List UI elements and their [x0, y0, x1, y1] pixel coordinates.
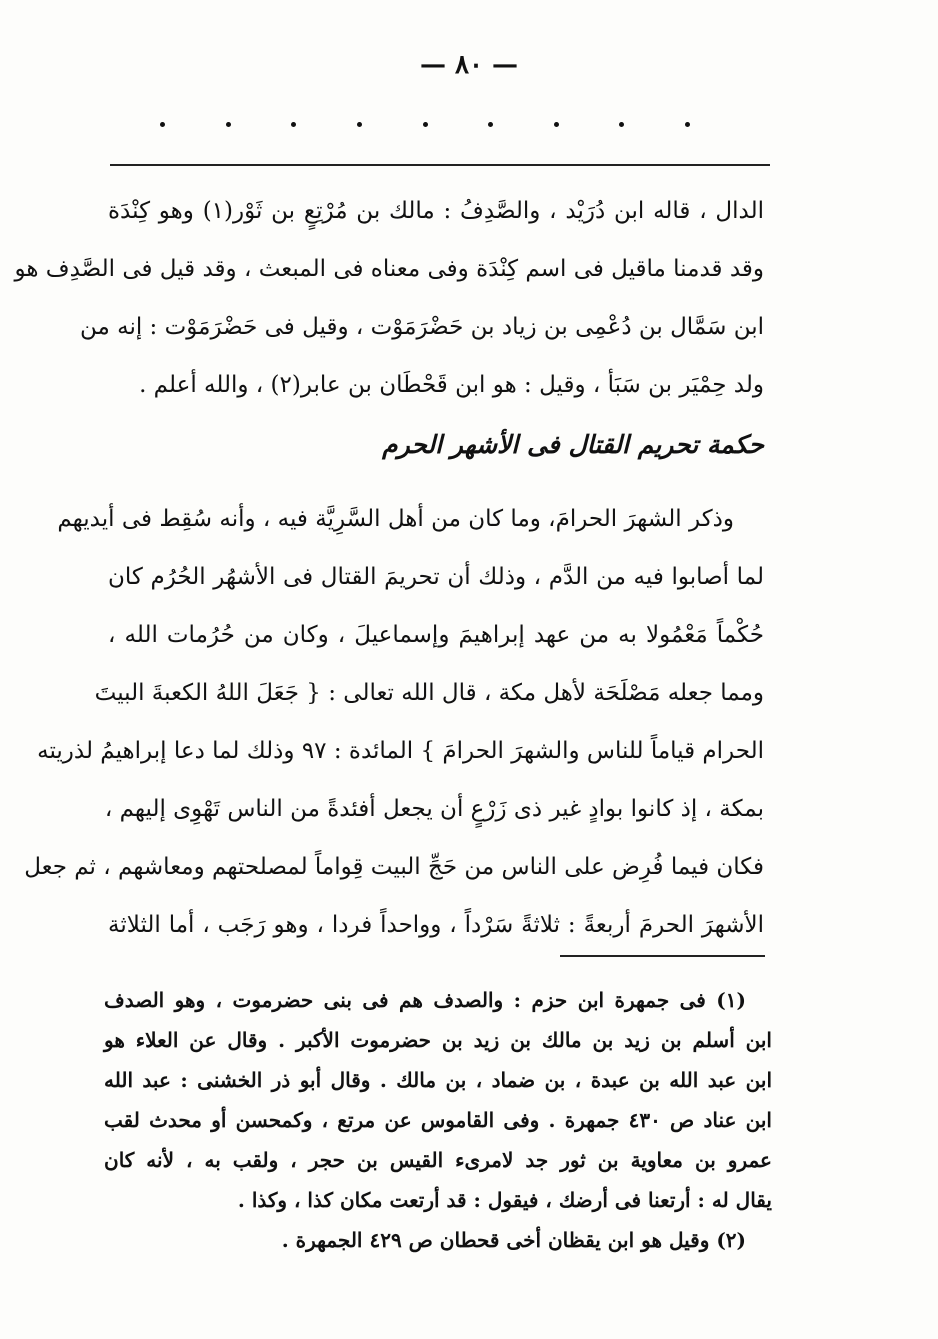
text-line: وقد قدمنا ماقيل فى اسم كِنْدَة وفى معناه فى المبعث ، وقد قيل فى الصَّدِف هو	[14, 256, 764, 282]
dot-ornament	[423, 122, 428, 127]
dot-ornament	[357, 122, 362, 127]
text-line: ابن سَمَّال بن دُعْمِى بن زياد بن حَضْرَمَوْت ، وقيل فى حَضْرَمَوْت : إنه من	[79, 314, 764, 340]
footnote-1-line: ابن أسلم بن زيد بن مالك بن زيد بن حضرموت الأكبر . وقال عن العلاء هو	[104, 1028, 772, 1052]
footnotes	[104, 980, 772, 1260]
text-line: الحرام قياماً للناس والشهرَ الحرامَ } المائدة : ٩٧ وذلك لما دعا إبراهيمُ لذريته	[37, 738, 764, 764]
section-heading: حكمة تحريم القتال فى الأشهر الحرم	[382, 430, 764, 459]
text-line: الدال ، قاله ابن دُرَيْد ، والصَّدِفُ : مالك بن مُرْتِعٍ بن ثَوْر(١) وهو كِنْدَة	[108, 198, 764, 224]
paragraph-1	[14, 182, 764, 414]
text-line: ومما جعله مَصْلَحَة لأهل مكة ، قال الله تعالى : { جَعَلَ اللهُ الكعبةَ البيتَ	[94, 680, 764, 706]
text-line: الأشهرَ الحرمَ أربعةً : ثلاثةً سَرْداً ، وواحداً فردا ، وهو رَجَب ، أما الثلاثة	[108, 912, 764, 938]
dot-ornament	[226, 122, 231, 127]
dot-ornament	[685, 122, 690, 127]
text-line: بمكة ، إذ كانوا بوادٍ غير ذى زَرْعٍ أن يجعل أفئدةً من الناس تَهْوِى إليهم ،	[104, 796, 764, 822]
paragraph-2	[24, 490, 764, 954]
footnote-1-line: (١) فى جمهرة ابن حزم : والصدف هم فى بنى حضرموت ، وهو الصدف	[104, 988, 746, 1012]
top-divider-rule	[110, 164, 770, 166]
text-line: فكان فيما فُرِض على الناس من حَجِّ البيت قِواماً لمصلحتهم ومعاشهم ، ثم جعل	[24, 854, 764, 880]
dot-ornament	[554, 122, 559, 127]
dot-ornament	[488, 122, 493, 127]
footnote-1-line: ابن عبد الله بن عبدة ، بن ضماد ، بن مالك . وقال أبو ذر الخشنى : عبد الله	[104, 1068, 772, 1092]
page-number: — ٨٠ —	[419, 50, 519, 80]
dot-ornament	[160, 122, 165, 127]
footnote-2: (٢) وقيل هو ابن يقظان أخى قحطان ص ٤٢٩ الجمهرة .	[281, 1228, 746, 1252]
footnote-1-line: ابن عناد ص ٤٣٠ جمهرة . وفى القاموس عن مرتع ، وكمحسن أو محدث لقب	[104, 1108, 772, 1132]
footnote-1-line: يقال له : أرتعنا فى أرضك ، فيقول : قد أرتعت مكان كذا ، وكذا .	[237, 1188, 772, 1212]
dot-ornament	[291, 122, 296, 127]
ornamental-dots-row	[160, 122, 690, 127]
footnote-divider-rule	[560, 955, 765, 957]
text-line: حُكْماً مَعْمُولا به من عهد إبراهيمَ وإسماعيلَ ، وكان من حُرُمات الله ،	[108, 622, 764, 648]
footnote-1-line: عمرو بن معاوية بن ثور جد لامرىء القيس بن حجر ، ولقب به ، لأنه كان	[104, 1148, 772, 1172]
dot-ornament	[619, 122, 624, 127]
text-line: وذكر الشهرَ الحرامَ، وما كان من أهل السَّرِيَّة فيه ، وأنه سُقِط فى أيديهم	[57, 506, 734, 532]
text-line: لما أصابوا فيه من الدَّم ، وذلك أن تحريمَ القتال فى الأشهُر الحُرُم كان	[108, 564, 764, 590]
text-line: ولد حِمْيَر بن سَبَأ ، وقيل : هو ابن قَحْطَان بن عابر(٢) ، والله أعلم .	[139, 372, 764, 398]
